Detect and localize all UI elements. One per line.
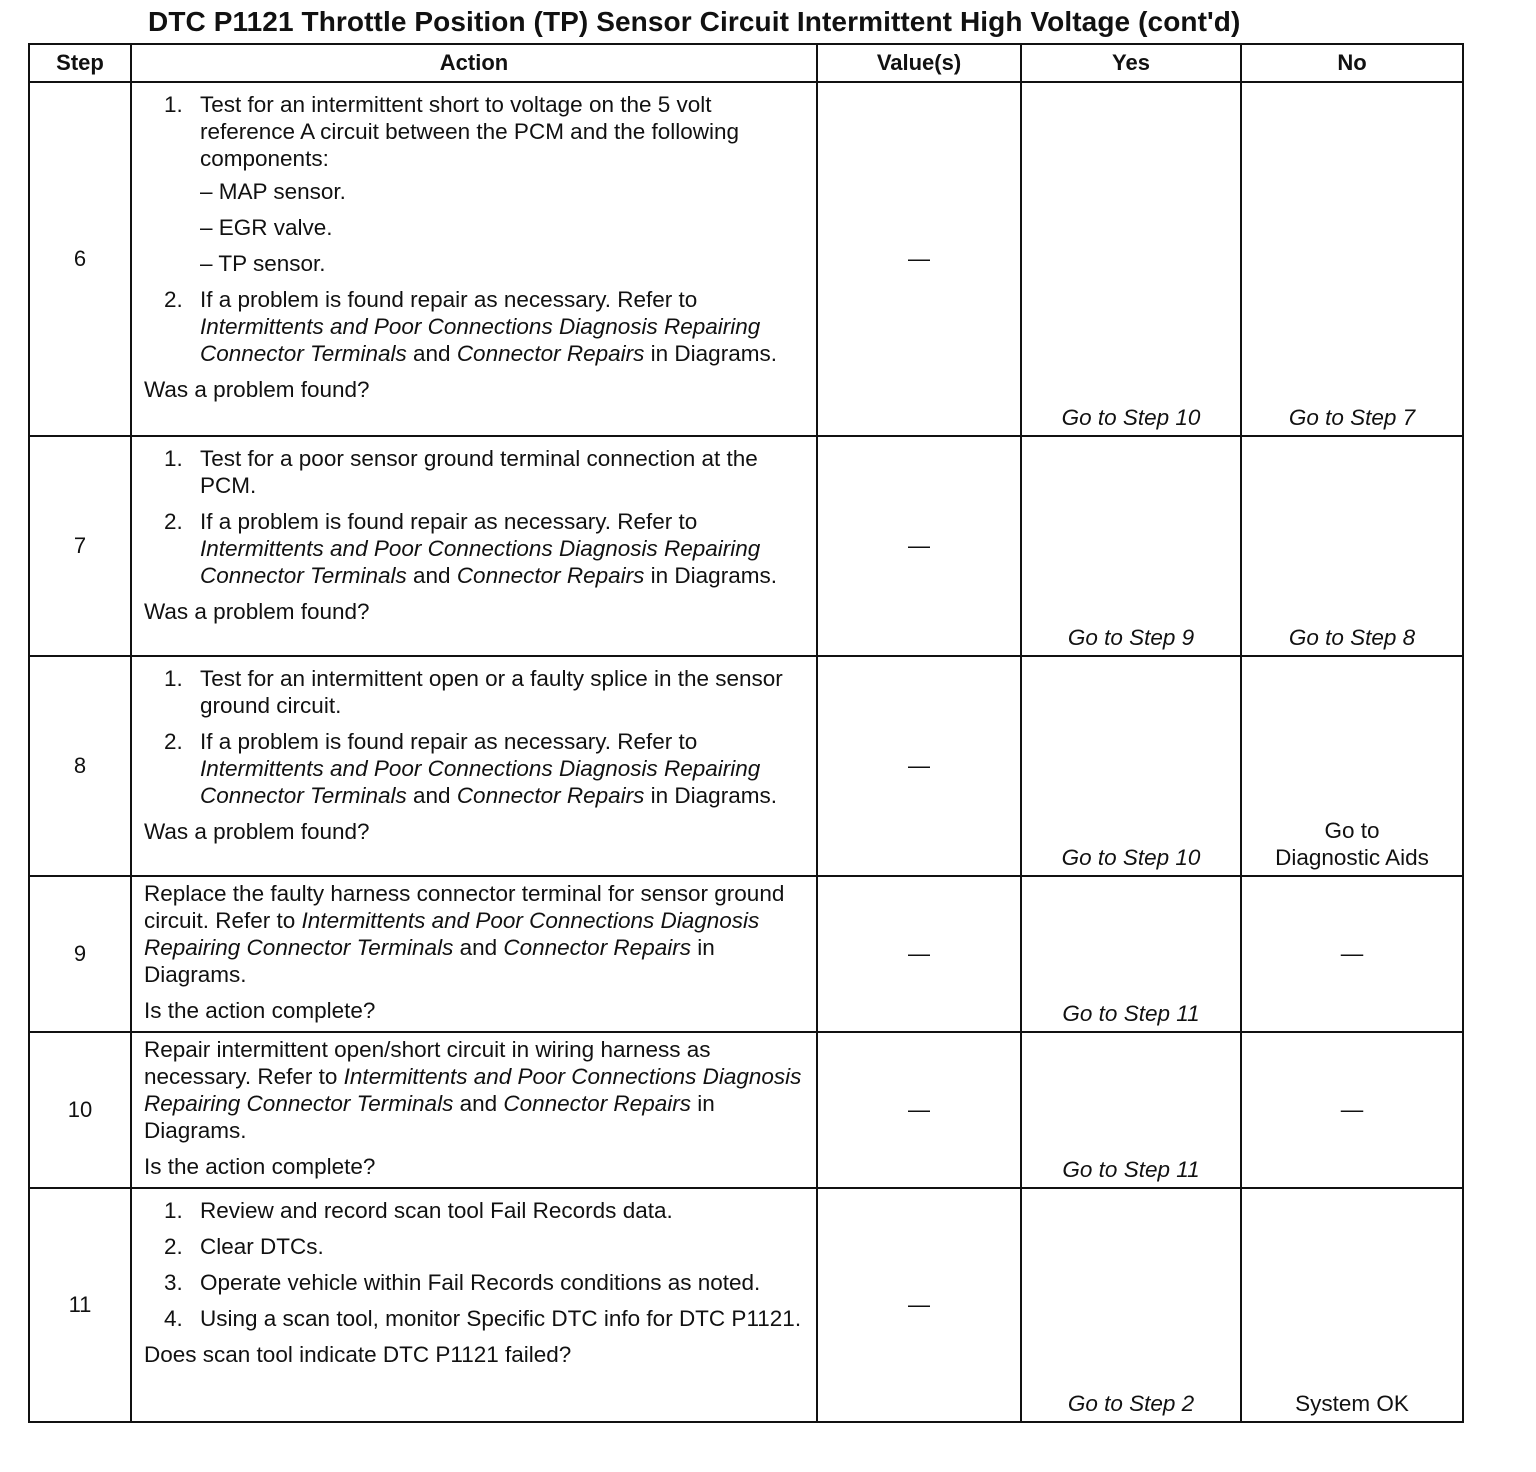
table-row — [29, 436, 1463, 656]
action-cell — [131, 656, 817, 876]
action-step-number: 1. — [164, 446, 183, 471]
action-step — [144, 728, 806, 809]
action-step — [144, 508, 806, 589]
yes-link[interactable]: Go to Step 9 — [1067, 625, 1195, 650]
action-step-number: 3. — [164, 1270, 183, 1295]
action-cell — [131, 1188, 817, 1422]
yes-link[interactable]: Go to Step 11 — [1062, 1001, 1200, 1026]
action-cell — [131, 876, 817, 1032]
question-text: Is the action complete? — [144, 998, 376, 1023]
action-step-text: Test for a poor sensor ground terminal connection at the PCM. — [200, 446, 758, 498]
action-paragraph — [144, 880, 806, 988]
action-step — [144, 665, 806, 719]
action-step-number: 2. — [164, 729, 183, 754]
step-text: Repair intermittent open/short circuit in wiring harness as necessary. Refer to — [144, 1037, 711, 1089]
action-step-text: Operate vehicle within Fail Records conditions as noted. — [200, 1270, 761, 1295]
header-step: Step — [29, 44, 131, 82]
action-step-number: 4. — [164, 1306, 183, 1331]
step-text: in Diagrams. — [644, 563, 777, 588]
header-action: Action — [131, 44, 817, 82]
action-step-number: 2. — [164, 1234, 183, 1259]
table-row — [29, 1188, 1463, 1422]
value-cell: — — [817, 1188, 1021, 1422]
question-text: Is the action complete? — [144, 1154, 376, 1179]
step-text: and — [406, 341, 457, 366]
reference-link[interactable]: Intermittents and Poor Connections Diagnosis Repairing Connector Terminals — [144, 908, 760, 960]
step-text: in Diagrams. — [644, 783, 777, 808]
no-link[interactable]: Go to Step 8 — [1288, 625, 1416, 650]
no-cell — [1241, 82, 1463, 436]
table-row — [29, 82, 1463, 436]
value-cell: — — [817, 82, 1021, 436]
action-step — [144, 1305, 806, 1332]
no-cell — [1241, 436, 1463, 656]
action-step-number: 1. — [164, 666, 183, 691]
step-text: If a problem is found repair as necessary. Refer to — [200, 287, 698, 312]
question-text: Was a problem found? — [144, 819, 370, 844]
no-value: — — [1340, 941, 1364, 966]
action-step-number: 1. — [164, 92, 183, 117]
step-text: If a problem is found repair as necessary. Refer to — [200, 729, 698, 754]
step-number: 11 — [29, 1188, 131, 1422]
reference-link[interactable]: Connector Repairs — [503, 935, 691, 960]
reference-link[interactable]: Intermittents and Poor Connections Diagnosis Repairing Connector Terminals — [200, 314, 761, 366]
yes-cell — [1021, 876, 1241, 1032]
reference-link[interactable]: Connector Repairs — [456, 563, 645, 588]
no-value: System OK — [1295, 1391, 1409, 1416]
no-cell — [1241, 1032, 1463, 1188]
page-title: DTC P1121 Throttle Position (TP) Sensor Circuit Intermittent High Voltage (cont'd) — [148, 6, 1241, 37]
reference-link[interactable]: Intermittents and Poor Connections Diagnosis Repairing Connector Terminals — [200, 536, 761, 588]
header-row — [29, 44, 1463, 82]
yes-cell — [1021, 436, 1241, 656]
action-step — [144, 286, 806, 367]
action-step-number: 1. — [164, 1198, 183, 1223]
sub-item: – TP sensor. — [200, 251, 326, 276]
action-step-text: Clear DTCs. — [200, 1234, 324, 1259]
yes-link[interactable]: Go to Step 2 — [1067, 1391, 1195, 1416]
value-cell: — — [817, 436, 1021, 656]
header-no: No — [1241, 44, 1463, 82]
no-cell — [1241, 656, 1463, 876]
reference-link[interactable]: Intermittents and Poor Connections Diagnosis Repairing Connector Terminals — [200, 756, 761, 808]
question-text: Was a problem found? — [144, 599, 370, 624]
table-row — [29, 1032, 1463, 1188]
step-number: 8 — [29, 656, 131, 876]
yes-cell — [1021, 1032, 1241, 1188]
header-yes: Yes — [1021, 44, 1241, 82]
no-cell — [1241, 1188, 1463, 1422]
no-value: — — [1340, 1097, 1364, 1122]
step-number: 10 — [29, 1032, 131, 1188]
action-step-text: Using a scan tool, monitor Specific DTC info for DTC P1121. — [200, 1306, 802, 1331]
yes-link[interactable]: Go to Step 10 — [1061, 845, 1201, 870]
step-number: 6 — [29, 82, 131, 436]
step-text: in Diagrams. — [144, 935, 715, 987]
step-number: 9 — [29, 876, 131, 1032]
action-step — [144, 1233, 806, 1260]
action-step — [144, 1269, 806, 1296]
yes-cell — [1021, 656, 1241, 876]
reference-link[interactable]: Connector Repairs — [456, 341, 645, 366]
action-step-text: Test for an intermittent open or a faulty splice in the sensor ground circuit. — [200, 666, 783, 718]
action-step — [144, 445, 806, 499]
step-text: in Diagrams. — [644, 341, 777, 366]
step-text: and — [453, 1091, 504, 1116]
action-step — [144, 1197, 806, 1224]
sub-item: – EGR valve. — [200, 215, 333, 240]
reference-link[interactable]: Intermittents and Poor Connections Diagnosis Repairing Connector Terminals — [144, 1064, 802, 1116]
action-step-text: Review and record scan tool Fail Records data. — [200, 1198, 673, 1223]
no-link-line: Go to — [1324, 818, 1380, 843]
action-paragraph — [144, 1036, 806, 1144]
question-text: Does scan tool indicate DTC P1121 failed? — [144, 1342, 572, 1367]
no-cell — [1241, 876, 1463, 1032]
step-text: and — [406, 563, 457, 588]
step-text: If a problem is found repair as necessary. Refer to — [200, 509, 698, 534]
value-cell: — — [817, 656, 1021, 876]
no-link[interactable]: Go to Step 7 — [1288, 405, 1416, 430]
no-link-line: Diagnostic Aids — [1275, 845, 1429, 870]
table-row — [29, 656, 1463, 876]
action-step-number: 2. — [164, 287, 183, 312]
yes-cell — [1021, 1188, 1241, 1422]
value-cell: — — [817, 876, 1021, 1032]
step-text: Replace the faulty harness connector terminal for sensor ground circuit. Refer to — [144, 881, 785, 933]
action-cell — [131, 436, 817, 656]
table-row — [29, 876, 1463, 1032]
diagnostic-table — [28, 43, 1464, 1423]
step-number: 7 — [29, 436, 131, 656]
yes-link[interactable]: Go to Step 10 — [1061, 405, 1201, 430]
step-text: and — [453, 935, 504, 960]
step-text: and — [406, 783, 457, 808]
question-text: Was a problem found? — [144, 377, 370, 402]
action-step-text: Test for an intermittent short to voltage on the 5 volt reference A circuit between the PCM and the following components: — [200, 92, 740, 171]
action-step-number: 2. — [164, 509, 183, 534]
yes-cell — [1021, 82, 1241, 436]
action-cell — [131, 82, 817, 436]
action-step — [144, 91, 806, 277]
yes-link[interactable]: Go to Step 11 — [1062, 1157, 1200, 1182]
step-text: in Diagrams. — [144, 1091, 715, 1143]
no-link[interactable] — [1242, 817, 1462, 871]
header-values: Value(s) — [817, 44, 1021, 82]
reference-link[interactable]: Connector Repairs — [503, 1091, 691, 1116]
action-cell — [131, 1032, 817, 1188]
reference-link[interactable]: Connector Repairs — [456, 783, 645, 808]
sub-item: – MAP sensor. — [200, 179, 346, 204]
value-cell: — — [817, 1032, 1021, 1188]
